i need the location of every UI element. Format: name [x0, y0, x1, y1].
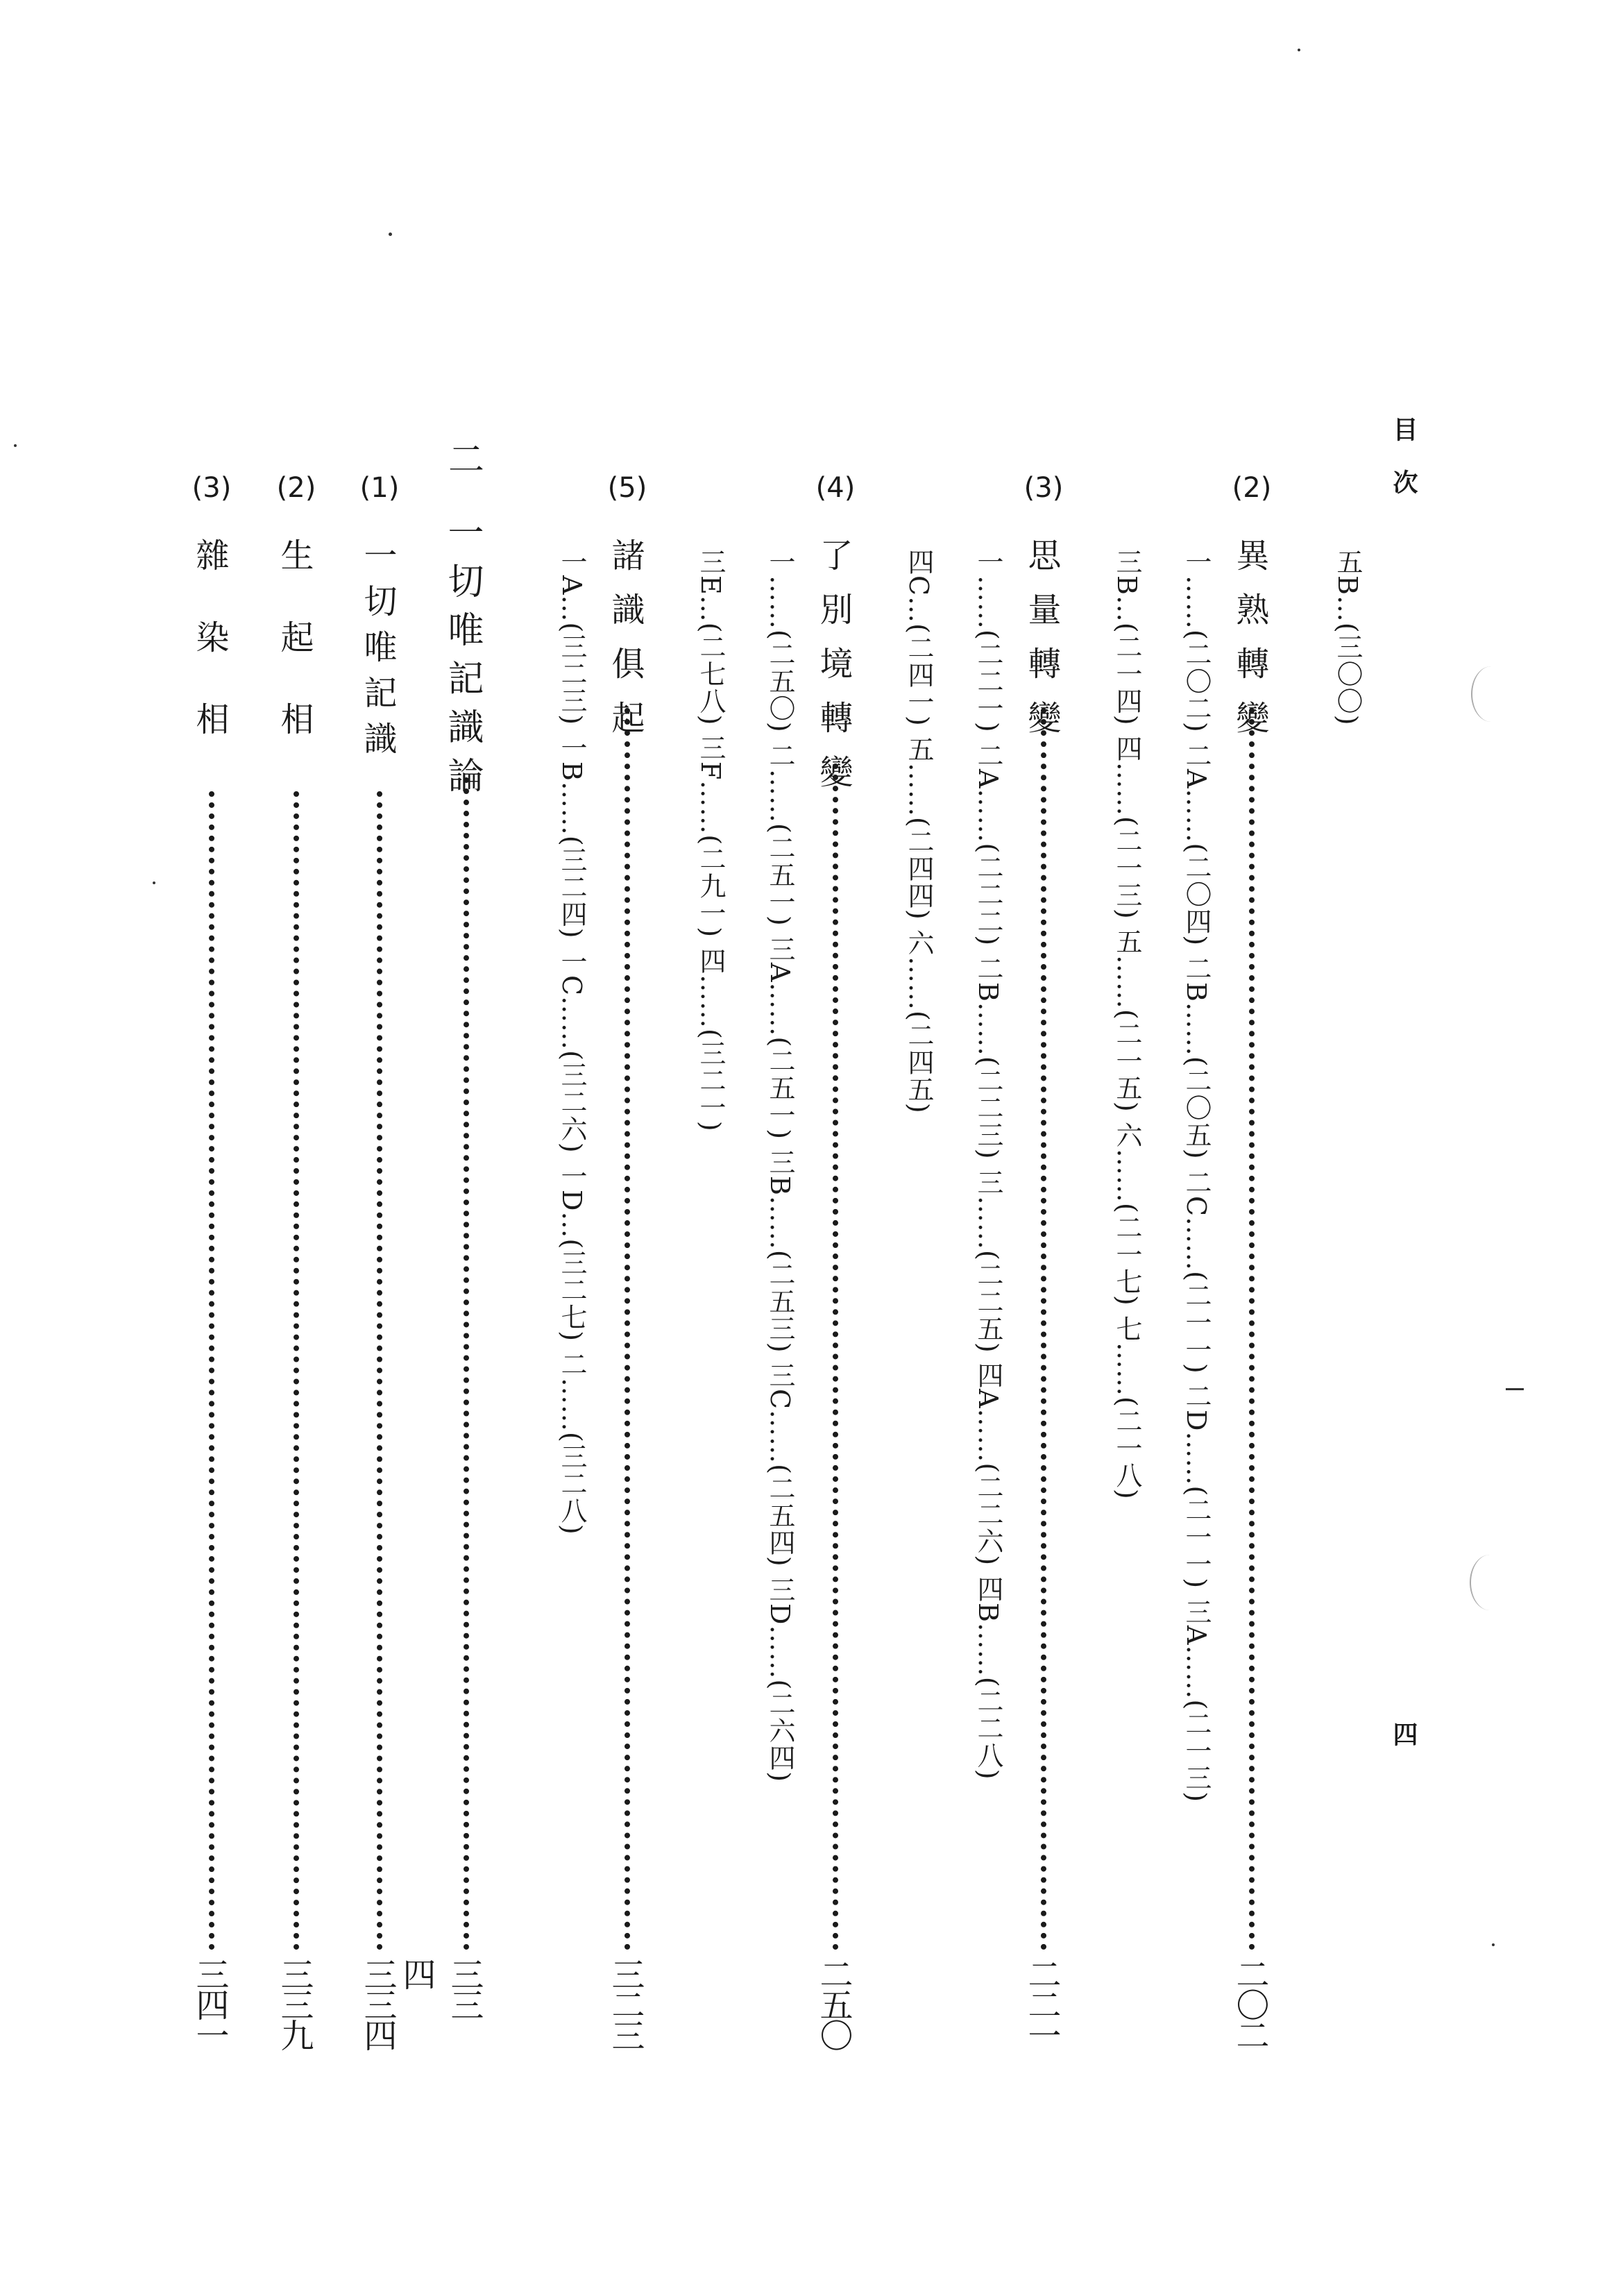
sub-entry: 三E…(二七八) [695, 548, 726, 726]
scan-speck [1298, 49, 1300, 51]
section-title: 思量轉變 [1022, 538, 1061, 754]
toc-part[interactable] [397, 430, 488, 2041]
running-head-page-number: 四 [1389, 1721, 1418, 1746]
dot-leader [377, 791, 382, 1950]
section-marker: (3) [1023, 472, 1064, 504]
scan-artifact [1470, 1555, 1510, 1610]
sub-entry: 三B……(二五三) [765, 1148, 795, 1353]
sub-entry: 四……(三二一) [695, 947, 726, 1132]
sub-entry: 三B…(二一四) [1112, 548, 1142, 726]
sub-entry: 五……(二四四) [903, 735, 934, 920]
dot-leader [464, 777, 469, 1950]
sub-entry: 六……(二四五) [903, 929, 934, 1114]
toc-section[interactable] [1230, 472, 1274, 2049]
section-title: 雜染相 [190, 538, 229, 784]
toc-section[interactable] [189, 472, 234, 2049]
dot-leader [833, 763, 838, 1950]
part-marker: 二 [448, 439, 484, 481]
section-title: 一切唯記識 [358, 538, 397, 767]
scan-artifact [1471, 666, 1511, 722]
dot-leader [1041, 708, 1046, 1950]
toc-section[interactable] [1021, 472, 1066, 2049]
scan-speck [153, 881, 155, 884]
sub-entry-line [945, 548, 1005, 1780]
section-title: 了別境轉變 [814, 538, 853, 809]
sub-entry: 五……(二一五) [1112, 928, 1142, 1113]
running-head-title: 目次 [1389, 416, 1418, 522]
section-title: 異熟轉變 [1230, 538, 1269, 754]
sub-entry: 一……(二〇二) [1181, 548, 1212, 733]
toc-section[interactable] [605, 472, 649, 2049]
dot-leader [294, 791, 299, 1950]
sub-entry-line [668, 548, 727, 1131]
sub-entry: 四……(二一三) [1112, 734, 1142, 920]
section-marker: (4) [815, 472, 856, 504]
toc-section[interactable] [274, 472, 318, 2049]
sub-entry: 一……(二二一) [973, 548, 1003, 733]
scan-mark [1506, 1388, 1524, 1390]
dot-leader [1249, 708, 1255, 1950]
part-title: 一切唯記識論 [441, 514, 483, 805]
sub-entry: 三……(二二五) [973, 1168, 1003, 1353]
dot-leader [209, 791, 214, 1950]
sub-entry: 一……(二五〇) [765, 548, 795, 733]
sub-entry: 二……(二五一) [765, 741, 795, 927]
sub-entry: 五B…(三〇〇) [1332, 548, 1363, 726]
sub-entry: 二D……(二一一) [1181, 1383, 1212, 1589]
sub-entry: 二……(三二八) [556, 1350, 587, 1535]
scan-speck [389, 233, 392, 236]
scan-speck [14, 444, 17, 447]
section-page-number: 三三四 [397, 1957, 484, 2018]
sub-entry: 三A……(二五一) [765, 935, 795, 1140]
sub-entry: 四B……(二二八) [973, 1575, 1003, 1780]
sub-entry: 四A……(二二六) [973, 1362, 1003, 1567]
sub-entry-line [876, 548, 935, 1113]
sub-entry: 一C……(三二六) [556, 947, 587, 1154]
section-marker: (1) [359, 472, 400, 504]
sub-entry: 二A……(二〇四) [1181, 741, 1212, 946]
section-page-number: 二〇二 [1230, 1957, 1269, 2049]
sub-entry-line [1084, 548, 1144, 1500]
sub-entry: 二A……(二二二) [973, 741, 1003, 946]
sub-entry-line [529, 548, 588, 1535]
section-page-number: 三三九 [275, 1957, 314, 2049]
section-title: 生起相 [275, 538, 314, 784]
sub-entry: 三D……(二六四) [765, 1576, 795, 1783]
section-page-number: 三二三 [606, 1957, 645, 2049]
sub-entry: 三C……(二五四) [765, 1362, 795, 1568]
toc-section[interactable] [813, 472, 858, 2049]
sub-entry-line [737, 548, 797, 1782]
section-marker: (2) [276, 472, 316, 504]
section-marker: (3) [192, 472, 232, 504]
section-page-number: 二二一 [1022, 1957, 1061, 2049]
dot-leader [624, 708, 630, 1950]
sub-entry: 一A…(三二三) [556, 548, 587, 726]
sub-entry: 七……(二一八) [1112, 1315, 1142, 1500]
top-continuation-entry [1305, 548, 1364, 726]
scan-speck [1492, 1943, 1495, 1946]
sub-entry: 二B……(二〇五) [1181, 954, 1212, 1160]
sub-entry: 二C……(二一一) [1181, 1168, 1212, 1374]
section-marker: (5) [607, 472, 647, 504]
sub-entry: 四C…(二四一) [903, 548, 934, 727]
sub-entry: 二B……(二二三) [973, 954, 1003, 1160]
section-page-number: 二五〇 [814, 1957, 853, 2049]
sub-entry: 三F……(二九一) [695, 734, 726, 938]
section-marker: (2) [1232, 472, 1272, 504]
toc-section[interactable] [357, 472, 402, 2049]
section-page-number: 三四一 [190, 1957, 229, 2049]
section-page-number: 三三四 [358, 1957, 397, 2049]
sub-entry: 一B……(三二四) [556, 734, 587, 939]
sub-entry: 三A……(二一三) [1181, 1598, 1212, 1803]
sub-entry: 一D…(三二七) [556, 1162, 587, 1342]
sub-entry: 六……(二一七) [1112, 1122, 1142, 1306]
section-title: 諸識俱起 [606, 538, 645, 754]
sub-entry-line [1153, 548, 1213, 1803]
